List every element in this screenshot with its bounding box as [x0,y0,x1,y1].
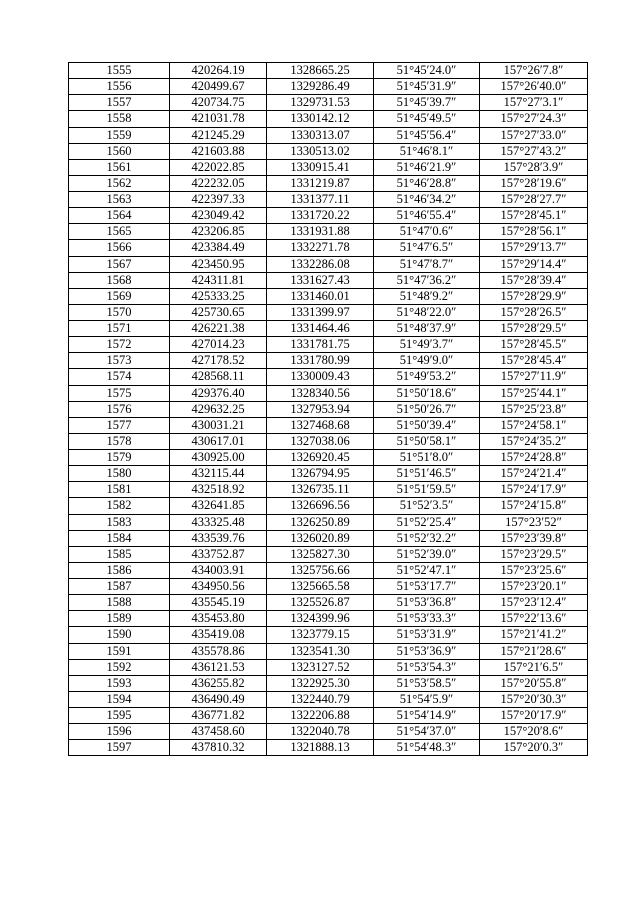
longitude-cell: 157°22′13.6″ [480,611,588,627]
point-number-cell: 1573 [69,353,170,369]
table-row [69,498,588,514]
y-coordinate-cell: 1322925.30 [267,675,374,691]
latitude-cell: 51°52′39.0″ [374,546,480,562]
y-coordinate-cell: 1327468.68 [267,417,374,433]
longitude-cell: 157°27′3.1″ [480,95,588,111]
table-row [69,611,588,627]
x-coordinate-cell: 427178.52 [170,353,267,369]
x-coordinate-cell: 430617.01 [170,433,267,449]
longitude-cell: 157°28′45.1″ [480,208,588,224]
longitude-cell: 157°29′14.4″ [480,256,588,272]
longitude-cell: 157°25′44.1″ [480,385,588,401]
longitude-cell: 157°23′29.5″ [480,546,588,562]
table-row [69,337,588,353]
latitude-cell: 51°48′22.0″ [374,304,480,320]
y-coordinate-cell: 1327038.06 [267,433,374,449]
table-row [69,417,588,433]
latitude-cell: 51°45′56.4″ [374,127,480,143]
point-number-cell: 1575 [69,385,170,401]
y-coordinate-cell: 1323541.30 [267,643,374,659]
latitude-cell: 51°47′8.7″ [374,256,480,272]
longitude-cell: 157°28′56.1″ [480,224,588,240]
table-row [69,466,588,482]
table-row [69,579,588,595]
longitude-cell: 157°27′24.3″ [480,111,588,127]
y-coordinate-cell: 1329286.49 [267,79,374,95]
x-coordinate-cell: 435453.80 [170,611,267,627]
point-number-cell: 1587 [69,579,170,595]
latitude-cell: 51°46′8.1″ [374,143,480,159]
x-coordinate-cell: 430925.00 [170,450,267,466]
x-coordinate-cell: 434003.91 [170,562,267,578]
x-coordinate-cell: 433752.87 [170,546,267,562]
y-coordinate-cell: 1324399.96 [267,611,374,627]
latitude-cell: 51°51′46.5″ [374,466,480,482]
x-coordinate-cell: 435545.19 [170,595,267,611]
y-coordinate-cell: 1325827.30 [267,546,374,562]
y-coordinate-cell: 1326735.11 [267,482,374,498]
x-coordinate-cell: 436121.53 [170,659,267,675]
y-coordinate-cell: 1328340.56 [267,385,374,401]
y-coordinate-cell: 1331720.22 [267,208,374,224]
longitude-cell: 157°20′55.8″ [480,675,588,691]
point-number-cell: 1571 [69,321,170,337]
point-number-cell: 1585 [69,546,170,562]
x-coordinate-cell: 436255.82 [170,675,267,691]
y-coordinate-cell: 1329731.53 [267,95,374,111]
x-coordinate-cell: 432115.44 [170,466,267,482]
x-coordinate-cell: 423384.49 [170,240,267,256]
longitude-cell: 157°29′13.7″ [480,240,588,256]
x-coordinate-cell: 437458.60 [170,724,267,740]
latitude-cell: 51°53′33.3″ [374,611,480,627]
table-row [69,159,588,175]
longitude-cell: 157°20′17.9″ [480,708,588,724]
latitude-cell: 51°53′36.9″ [374,643,480,659]
x-coordinate-cell: 427014.23 [170,337,267,353]
point-number-cell: 1578 [69,433,170,449]
point-number-cell: 1588 [69,595,170,611]
x-coordinate-cell: 423450.95 [170,256,267,272]
x-coordinate-cell: 422022.85 [170,159,267,175]
table-row [69,643,588,659]
x-coordinate-cell: 423049.42 [170,208,267,224]
table-row [69,562,588,578]
longitude-cell: 157°28′29.5″ [480,321,588,337]
latitude-cell: 51°47′6.5″ [374,240,480,256]
x-coordinate-cell: 425333.25 [170,288,267,304]
longitude-cell: 157°23′25.6″ [480,562,588,578]
latitude-cell: 51°45′49.5″ [374,111,480,127]
latitude-cell: 51°50′39.4″ [374,417,480,433]
x-coordinate-cell: 429632.25 [170,401,267,417]
point-number-cell: 1582 [69,498,170,514]
table-row [69,530,588,546]
table-row [69,256,588,272]
point-number-cell: 1556 [69,79,170,95]
table-row [69,385,588,401]
longitude-cell: 157°21′28.6″ [480,643,588,659]
x-coordinate-cell: 429376.40 [170,385,267,401]
x-coordinate-cell: 436490.49 [170,691,267,707]
table-row [69,224,588,240]
longitude-cell: 157°24′21.4″ [480,466,588,482]
point-number-cell: 1591 [69,643,170,659]
latitude-cell: 51°46′34.2″ [374,192,480,208]
longitude-cell: 157°27′11.9″ [480,369,588,385]
latitude-cell: 51°48′9.2″ [374,288,480,304]
table-row [69,708,588,724]
x-coordinate-cell: 428568.11 [170,369,267,385]
latitude-cell: 51°49′3.7″ [374,337,480,353]
longitude-cell: 157°20′0.3″ [480,740,588,756]
table-row [69,691,588,707]
latitude-cell: 51°45′31.9″ [374,79,480,95]
table-row [69,627,588,643]
table-row [69,450,588,466]
x-coordinate-cell: 424311.81 [170,272,267,288]
x-coordinate-cell: 421603.88 [170,143,267,159]
table-row [69,433,588,449]
latitude-cell: 51°51′8.0″ [374,450,480,466]
y-coordinate-cell: 1330313.07 [267,127,374,143]
latitude-cell: 51°54′5.9″ [374,691,480,707]
point-number-cell: 1565 [69,224,170,240]
table-row [69,321,588,337]
point-number-cell: 1561 [69,159,170,175]
y-coordinate-cell: 1331399.97 [267,304,374,320]
x-coordinate-cell: 425730.65 [170,304,267,320]
latitude-cell: 51°49′53.2″ [374,369,480,385]
point-number-cell: 1596 [69,724,170,740]
y-coordinate-cell: 1331219.87 [267,175,374,191]
y-coordinate-cell: 1326794.95 [267,466,374,482]
y-coordinate-cell: 1323127.52 [267,659,374,675]
table-row [69,675,588,691]
latitude-cell: 51°53′54.3″ [374,659,480,675]
latitude-cell: 51°51′59.5″ [374,482,480,498]
y-coordinate-cell: 1332286.08 [267,256,374,272]
longitude-cell: 157°28′29.9″ [480,288,588,304]
longitude-cell: 157°23′39.8″ [480,530,588,546]
latitude-cell: 51°46′28.8″ [374,175,480,191]
table-row [69,240,588,256]
longitude-cell: 157°21′41.2″ [480,627,588,643]
point-number-cell: 1572 [69,337,170,353]
y-coordinate-cell: 1325526.87 [267,595,374,611]
x-coordinate-cell: 434950.56 [170,579,267,595]
longitude-cell: 157°24′15.8″ [480,498,588,514]
x-coordinate-cell: 422232.05 [170,175,267,191]
latitude-cell: 51°54′48.3″ [374,740,480,756]
point-number-cell: 1581 [69,482,170,498]
longitude-cell: 157°23′52″ [480,514,588,530]
table-row [69,111,588,127]
y-coordinate-cell: 1325665.58 [267,579,374,595]
y-coordinate-cell: 1330142.12 [267,111,374,127]
point-number-cell: 1570 [69,304,170,320]
longitude-cell: 157°28′27.7″ [480,192,588,208]
y-coordinate-cell: 1326920.45 [267,450,374,466]
longitude-cell: 157°28′45.4″ [480,353,588,369]
x-coordinate-cell: 435578.86 [170,643,267,659]
longitude-cell: 157°28′45.5″ [480,337,588,353]
x-coordinate-cell: 430031.21 [170,417,267,433]
table-row [69,659,588,675]
y-coordinate-cell: 1328665.25 [267,63,374,79]
y-coordinate-cell: 1331781.75 [267,337,374,353]
point-number-cell: 1594 [69,691,170,707]
y-coordinate-cell: 1331780.99 [267,353,374,369]
latitude-cell: 51°46′55.4″ [374,208,480,224]
y-coordinate-cell: 1322440.79 [267,691,374,707]
latitude-cell: 51°53′36.8″ [374,595,480,611]
latitude-cell: 51°52′25.4″ [374,514,480,530]
table-row [69,369,588,385]
longitude-cell: 157°26′40.0″ [480,79,588,95]
point-number-cell: 1590 [69,627,170,643]
table-row [69,595,588,611]
point-number-cell: 1555 [69,63,170,79]
longitude-cell: 157°28′3.9″ [480,159,588,175]
latitude-cell: 51°50′26.7″ [374,401,480,417]
y-coordinate-cell: 1332271.78 [267,240,374,256]
x-coordinate-cell: 435419.08 [170,627,267,643]
point-number-cell: 1566 [69,240,170,256]
x-coordinate-cell: 436771.82 [170,708,267,724]
point-number-cell: 1589 [69,611,170,627]
x-coordinate-cell: 420264.19 [170,63,267,79]
table-row [69,482,588,498]
table-row [69,740,588,756]
y-coordinate-cell: 1330513.02 [267,143,374,159]
latitude-cell: 51°47′36.2″ [374,272,480,288]
latitude-cell: 51°47′0.6″ [374,224,480,240]
point-number-cell: 1568 [69,272,170,288]
latitude-cell: 51°48′37.9″ [374,321,480,337]
latitude-cell: 51°54′14.9″ [374,708,480,724]
point-number-cell: 1583 [69,514,170,530]
point-number-cell: 1579 [69,450,170,466]
table-row [69,79,588,95]
y-coordinate-cell: 1326020.89 [267,530,374,546]
y-coordinate-cell: 1326250.89 [267,514,374,530]
table-row [69,192,588,208]
longitude-cell: 157°23′12.4″ [480,595,588,611]
longitude-cell: 157°26′7.8″ [480,63,588,79]
x-coordinate-cell: 432641.85 [170,498,267,514]
point-number-cell: 1559 [69,127,170,143]
point-number-cell: 1563 [69,192,170,208]
latitude-cell: 51°50′58.1″ [374,433,480,449]
point-number-cell: 1567 [69,256,170,272]
point-number-cell: 1574 [69,369,170,385]
latitude-cell: 51°54′37.0″ [374,724,480,740]
y-coordinate-cell: 1326696.56 [267,498,374,514]
latitude-cell: 51°53′17.7″ [374,579,480,595]
longitude-cell: 157°28′19.6″ [480,175,588,191]
table-row [69,546,588,562]
point-number-cell: 1569 [69,288,170,304]
latitude-cell: 51°50′18.6″ [374,385,480,401]
table-row [69,304,588,320]
x-coordinate-cell: 422397.33 [170,192,267,208]
point-number-cell: 1577 [69,417,170,433]
x-coordinate-cell: 432518.92 [170,482,267,498]
x-coordinate-cell: 420734.75 [170,95,267,111]
y-coordinate-cell: 1331931.88 [267,224,374,240]
table-row [69,401,588,417]
x-coordinate-cell: 437810.32 [170,740,267,756]
x-coordinate-cell: 433325.48 [170,514,267,530]
latitude-cell: 51°52′47.1″ [374,562,480,578]
longitude-cell: 157°24′58.1″ [480,417,588,433]
table-row [69,63,588,79]
y-coordinate-cell: 1331627.43 [267,272,374,288]
latitude-cell: 51°45′24.0″ [374,63,480,79]
latitude-cell: 51°45′39.7″ [374,95,480,111]
point-number-cell: 1576 [69,401,170,417]
table-row [69,724,588,740]
point-number-cell: 1562 [69,175,170,191]
longitude-cell: 157°24′35.2″ [480,433,588,449]
coordinates-table [68,62,588,756]
longitude-cell: 157°24′17.9″ [480,482,588,498]
latitude-cell: 51°52′3.5″ [374,498,480,514]
point-number-cell: 1592 [69,659,170,675]
point-number-cell: 1564 [69,208,170,224]
x-coordinate-cell: 421031.78 [170,111,267,127]
point-number-cell: 1557 [69,95,170,111]
latitude-cell: 51°53′58.5″ [374,675,480,691]
y-coordinate-cell: 1331464.46 [267,321,374,337]
longitude-cell: 157°25′23.8″ [480,401,588,417]
y-coordinate-cell: 1327953.94 [267,401,374,417]
longitude-cell: 157°20′30.3″ [480,691,588,707]
x-coordinate-cell: 421245.29 [170,127,267,143]
point-number-cell: 1558 [69,111,170,127]
point-number-cell: 1580 [69,466,170,482]
table-row [69,143,588,159]
x-coordinate-cell: 433539.76 [170,530,267,546]
table-row [69,175,588,191]
point-number-cell: 1584 [69,530,170,546]
x-coordinate-cell: 426221.38 [170,321,267,337]
y-coordinate-cell: 1330009.43 [267,369,374,385]
y-coordinate-cell: 1331460.01 [267,288,374,304]
table-row [69,208,588,224]
table-row [69,272,588,288]
longitude-cell: 157°28′26.5″ [480,304,588,320]
y-coordinate-cell: 1331377.11 [267,192,374,208]
y-coordinate-cell: 1322040.78 [267,724,374,740]
table-row [69,127,588,143]
latitude-cell: 51°46′21.9″ [374,159,480,175]
x-coordinate-cell: 420499.67 [170,79,267,95]
coordinates-table-body [69,63,588,756]
table-row [69,288,588,304]
latitude-cell: 51°53′31.9″ [374,627,480,643]
point-number-cell: 1586 [69,562,170,578]
y-coordinate-cell: 1322206.88 [267,708,374,724]
y-coordinate-cell: 1325756.66 [267,562,374,578]
longitude-cell: 157°23′20.1″ [480,579,588,595]
longitude-cell: 157°20′8.6″ [480,724,588,740]
point-number-cell: 1560 [69,143,170,159]
longitude-cell: 157°27′43.2″ [480,143,588,159]
y-coordinate-cell: 1323779.15 [267,627,374,643]
x-coordinate-cell: 423206.85 [170,224,267,240]
longitude-cell: 157°21′6.5″ [480,659,588,675]
longitude-cell: 157°28′39.4″ [480,272,588,288]
point-number-cell: 1593 [69,675,170,691]
latitude-cell: 51°49′9.0″ [374,353,480,369]
y-coordinate-cell: 1330915.41 [267,159,374,175]
point-number-cell: 1595 [69,708,170,724]
point-number-cell: 1597 [69,740,170,756]
table-row [69,95,588,111]
y-coordinate-cell: 1321888.13 [267,740,374,756]
table-row [69,514,588,530]
longitude-cell: 157°27′33.0″ [480,127,588,143]
longitude-cell: 157°24′28.8″ [480,450,588,466]
latitude-cell: 51°52′32.2″ [374,530,480,546]
table-row [69,353,588,369]
